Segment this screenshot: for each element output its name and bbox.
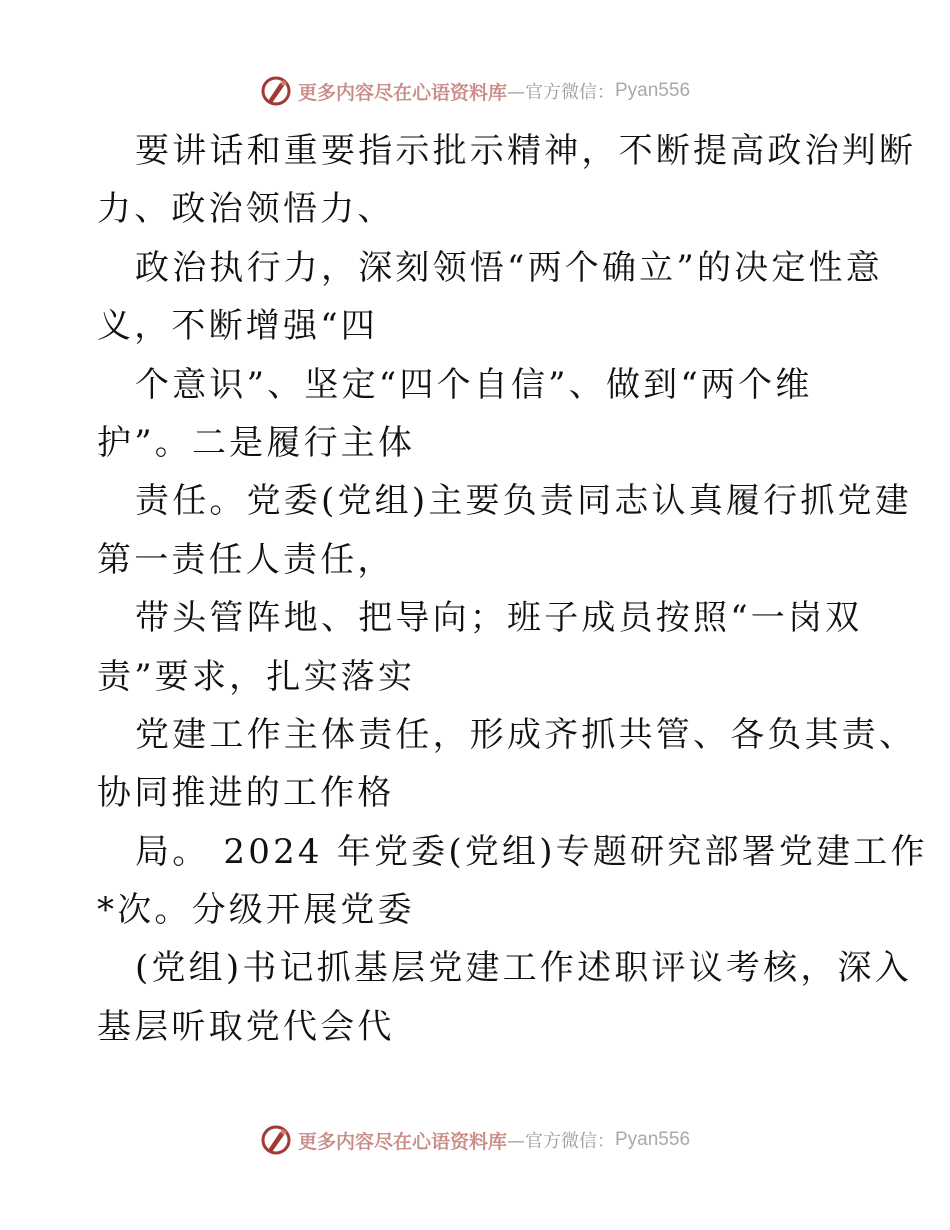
watermark-brand: 更多内容尽在心语资料库	[297, 1130, 507, 1153]
text-line: 党建工作主体责任，形成齐抓共管、各负其责、	[135, 714, 917, 755]
pen-circle-logo-icon	[260, 75, 292, 107]
text-line: 带头管阵地、把导向；班子成员按照“一岗双	[135, 598, 863, 639]
watermark-official-label: —官方微信：	[507, 82, 615, 103]
text-line: *次。分级开展党委	[97, 890, 415, 931]
text-line: 责任。党委(党组)主要负责同志认真履行抓党建	[135, 481, 912, 522]
text-line: 护”。二是履行主体	[97, 422, 416, 463]
watermark-brand: 更多内容尽在心语资料库	[297, 81, 507, 104]
text-line: 要讲话和重要指示批示精神，不断提高政治判断	[135, 131, 917, 171]
text-line: 协同推进的工作格	[97, 773, 395, 814]
text-line: 力、政治领悟力、	[97, 189, 395, 230]
watermark-wechat-id: Pyan556	[615, 80, 691, 101]
text-line: (党组)书记抓基层党建工作述职评议考核，深入	[135, 948, 912, 989]
text-line: 第一责任人责任，	[97, 539, 395, 580]
text-line: 局。 2024 年党委(党组)专题研究部署党建工作	[135, 831, 928, 872]
watermark-wechat-id: Pyan556	[615, 1129, 691, 1150]
watermark-official-label: —官方微信：	[507, 1131, 615, 1152]
text-line: 责”要求，扎实落实	[97, 656, 416, 697]
text-line: 义，不断增强“四	[97, 306, 378, 347]
pen-circle-logo-icon	[260, 1124, 292, 1156]
header-watermark	[0, 71, 950, 111]
text-line: 政治执行力，深刻领悟“两个确立”的决定性意	[135, 247, 883, 288]
text-line: 基层听取党代会代	[97, 1006, 395, 1047]
document-body	[97, 122, 928, 1056]
footer-watermark	[0, 1120, 950, 1160]
text-line: 个意识”、坚定“四个自信”、做到“两个维	[135, 364, 813, 405]
